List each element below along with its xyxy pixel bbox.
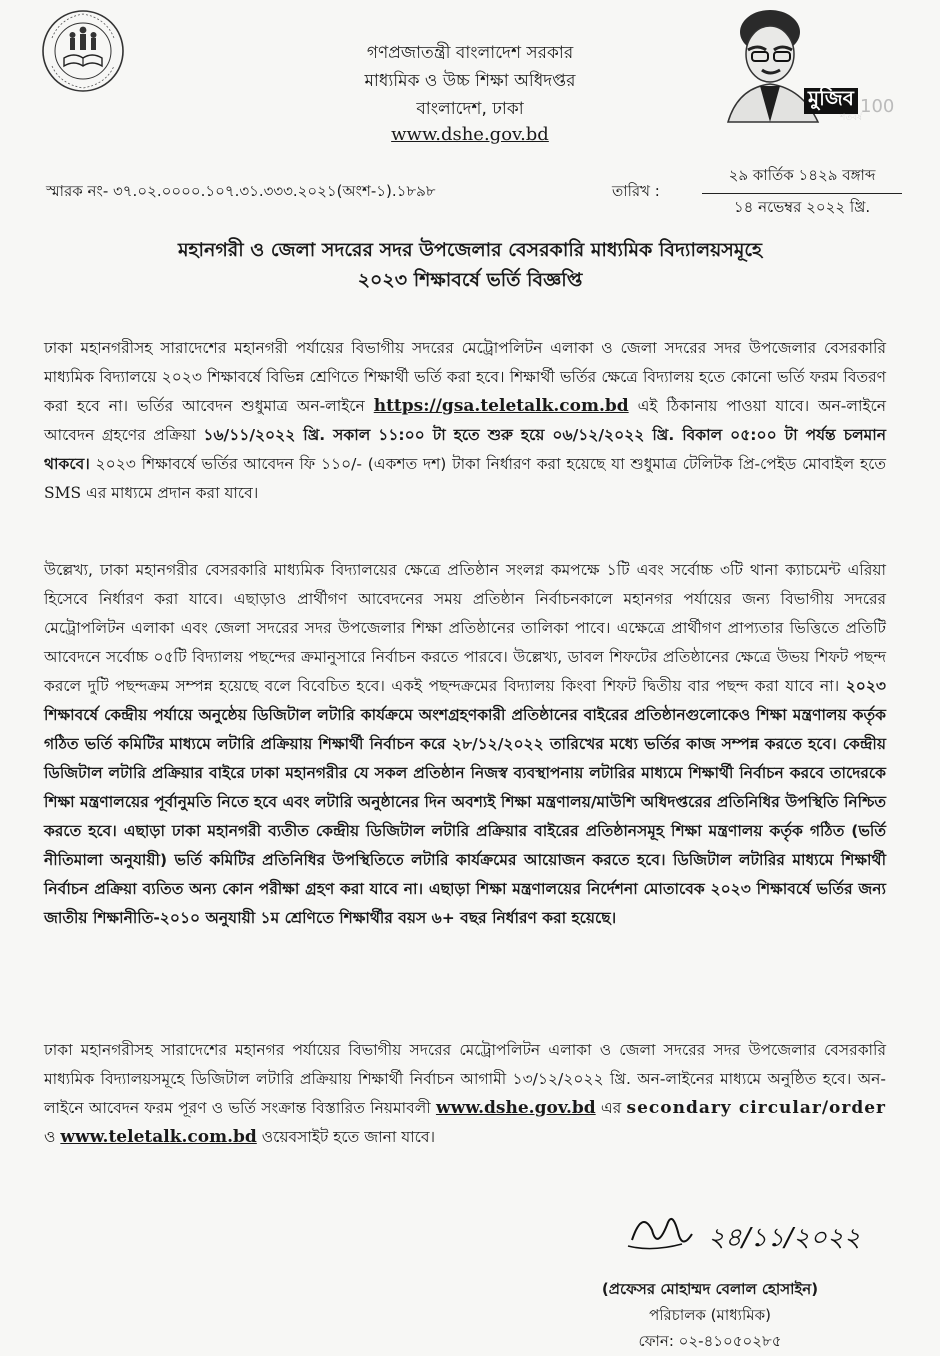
paragraph-1 [44,334,886,508]
signature-date: ২৪/১১/২০২২ [708,1223,861,1253]
mujib-badge-text: মুজিব [808,86,854,110]
para3-text-c: ও [44,1128,61,1146]
paragraph-3 [44,1036,886,1152]
para3-text-a: ঢাকা মহানগরীসহ সারাদেশের মহানগর পর্যায়ের বিভাগীয় সদরের মেট্রোপলিটন এলাকা ও জেলা সদরের সদর উপজেলার বেসরকারি মাধ্যমিক বিদ্যালয়সমূহে ডিজিটাল লটারি প্রক্রিয়ায় শিক্ষার্থী নির্বাচন আগামী ১৩/১২/২০২২ খ্রি. অন-লাইনের মাধ্যমে অনুষ্ঠিত হবে। অন-লাইনে আবেদন ফরম পূরণ ও ভর্তি সংক্রান্ত বিস্তারিত নিয়মাবলী [44,1041,886,1117]
header-govt: গণপ্রজাতন্ত্রী বাংলাদেশ সরকার [366,43,574,63]
header-location: বাংলাদেশ, ঢাকা [416,99,524,119]
portrait-image [718,4,895,122]
para2-bold-text: ২০২৩ শিক্ষাবর্ষে কেন্দ্রীয় পর্যায়ে অনুষ্ঠেয় ডিজিটাল লটারি কার্যক্রমে অংশগ্রহণকারী প্রতিষ্ঠানের বাইরের প্রতিষ্ঠানগুলোকেও শিক্ষা মন্ত্রণালয় কর্তৃক গঠিত ভর্তি কমিটির মাধ্যমে লটারি প্রক্রিয়ায় শিক্ষার্থী নির্বাচন করে ২৮/১২/২০২২ তারিখের মধ্যে ভর্তির কাজ সম্পন্ন করতে হবে। কেন্দ্রীয় ডিজিটাল লটারি প্রক্রিয়ার বাইরে ঢাকা মহানগরীর যে সকল প্রতিষ্ঠান নিজস্ব ব্যবস্থাপনায় লটারির মাধ্যমে শিক্ষার্থী নির্বাচন করবে তাদেরকে শিক্ষা মন্ত্রণালয়ের পূর্বানুমতি নিতে হবে এবং লটারি অনুষ্ঠানের দিন অবশ্যই শিক্ষা মন্ত্রণালয়/মাউশি অধিদপ্তরের প্রতিনিধির উপস্থিতি নিশ্চিত করতে হবে। এছাড়া ঢাকা মহানগরী ব্যতীত কেন্দ্রীয় ডিজিটাল লটারি প্রক্রিয়ার বাইরের প্রতিষ্ঠানসমূহ শিক্ষা মন্ত্রণালয় কর্তৃক গঠিত (ভর্তি নীতিমালা অনুযায়ী) ভর্তি কমিটির প্রতিনিধির উপস্থিতিতে লটারি কার্যক্রমের আয়োজন করতে হবে। ডিজিটাল লটারির মাধ্যমে শিক্ষার্থী নির্বাচন প্রক্রিয়া ব্যতিত অন্য কোন পরীক্ষা গ্রহণ করা যাবে না। এছাড়া শিক্ষা মন্ত্রণালয়ের নির্দেশনা মোতাবেক ২০২৩ শিক্ষাবর্ষে ভর্তির জন্য জাতীয় শিক্ষানীতি-২০১০ অনুযায়ী ১ম শ্রেণিতে শিক্ষার্থীর বয়স ৬+ বছর নির্ধারণ করা হয়েছে। [44,677,886,927]
date-bangla: ২৯ কার্তিক ১৪২৯ বঙ্গাব্দ [702,164,902,194]
para3-text-b: এর [595,1099,627,1117]
para1-sms: SMS [44,484,82,502]
para1-text-b: এই ঠিকানায় পাওয়া যাবে। অন-লাইনে আবেদন গ্রহণের প্রক্রিয়া [44,397,886,444]
para1-text-c: ২০২৩ শিক্ষাবর্ষে ভর্তির আবেদন ফি ১১০/- (একশত দশ) টাকা নির্ধারণ করা হয়েছে যা শুধুমাত্র টেলিটক প্রি-পেইড মোবাইল হতে [89,455,886,473]
svg-text:100: 100 [860,96,895,117]
dshe-link[interactable]: www.dshe.gov.bd [435,1098,596,1118]
dshe-logo [40,8,126,94]
para1-text-a: ঢাকা মহানগরীসহ সারাদেশের মহানগরী পর্যায়ের বিভাগীয় সদরের মেট্রোপলিটন এলাকা ও জেলা সদরের সদর উপজেলার বেসরকারি মাধ্যমিক বিদ্যালয়ে ২০২৩ শিক্ষাবর্ষে বিভিন্ন শ্রেণিতে শিক্ষার্থী ভর্তি করা হবে। শিক্ষার্থী ভর্তির ক্ষেত্রে বিদ্যালয় হতে কোনো ভর্তি ফরম বিতরণ করা হবে না। ভর্তির আবেদন শুধুমাত্র অন-লাইনে [44,339,886,415]
teletalk-link[interactable]: www.teletalk.com.bd [60,1127,257,1147]
signatory-phone: ফোন: ০২-৪১০৫০২৮৫ [638,1332,782,1350]
memo-number: স্মারক নং- ৩৭.০২.০০০০.১০৭.৩১.৩৩৩.২০২১(অংশ-১).১৮৯৮ [46,182,436,200]
para1-text-d: এর মাধ্যমে প্রদান করা যাবে। [81,484,259,502]
header-website-link[interactable]: www.dshe.gov.bd [391,124,549,145]
para2-text: উল্লেখ্য, ঢাকা মহানগরীর বেসরকারি মাধ্যমিক বিদ্যালয়ের ক্ষেত্রে প্রতিষ্ঠান সংলগ্ন কমপক্ষে ১টি এবং সর্বোচ্চ ৩টি থানা ক্যাচমেন্ট এরিয়া হিসেবে নির্ধারণ করা যাবে। এছাড়াও প্রার্থীগণ আবেদনের সময় প্রতিষ্ঠান নির্বাচনকালে মহানগর পর্যায়ের জন্য বিভাগীয় সদরের মেট্রোপলিটন এলাকা এবং জেলা সদরের সদর উপজেলার শিক্ষা প্রতিষ্ঠানের তালিকা পাবে। এক্ষেত্রে প্রার্থীগণ প্রাপ্যতার ভিত্তিতে প্রতিটি আবেদনে সর্বোচ্চ ০৫টি বিদ্যালয় পছন্দের ক্রমানুসারে নির্বাচন করতে পারবে। উল্লেখ্য, ডাবল শিফটের প্রতিষ্ঠানের ক্ষেত্রে উভয় শিফট পছন্দ করলে দুটি পছন্দক্রম সম্পন্ন হয়েছে বলে বিবেচিত হবে। একই পছন্দক্রমের বিদ্যালয় কিংবা শিফট দ্বিতীয় বার পছন্দ করা যাবে না। [44,561,886,695]
header-directorate: মাধ্যমিক ও উচ্চ শিক্ষা অধিদপ্তর [364,71,576,91]
signatory-title: পরিচালক (মাধ্যমিক) [649,1306,771,1324]
signature-image [612,1200,912,1270]
date-english: ১৪ নভেম্বর ২০২২ খ্রি. [733,198,871,216]
gsa-teletalk-link[interactable]: https://gsa.teletalk.com.bd [373,396,629,416]
paragraph-2 [44,556,886,933]
signatory-name: (প্রফেসর মোহাম্মদ বেলাল হোসাইন) [601,1280,819,1298]
date-label: তারিখ : [612,182,660,200]
mujib-badge-sub: শতবর্ষ [840,113,863,123]
para3-text-d: ওয়েবসাইট হতে জানা যাবে। [256,1128,436,1146]
notice-title-line1: মহানগরী ও জেলা সদরের সদর উপজেলার বেসরকারি মাধ্যমিক বিদ্যালয়সমূহে [177,239,763,261]
para1-deadline-bold: ১৬/১১/২০২২ খ্রি. সকাল ১১:০০ টা হতে শুরু হয়ে ০৬/১২/২০২২ খ্রি. বিকাল ০৫:০০ টা পর্যন্ত চলমান থাকবে। [44,426,886,473]
notice-title-line2: ২০২৩ শিক্ষাবর্ষে ভর্তি বিজ্ঞপ্তি [357,269,583,291]
secondary-circular-text: secondary circular/order [626,1098,886,1118]
